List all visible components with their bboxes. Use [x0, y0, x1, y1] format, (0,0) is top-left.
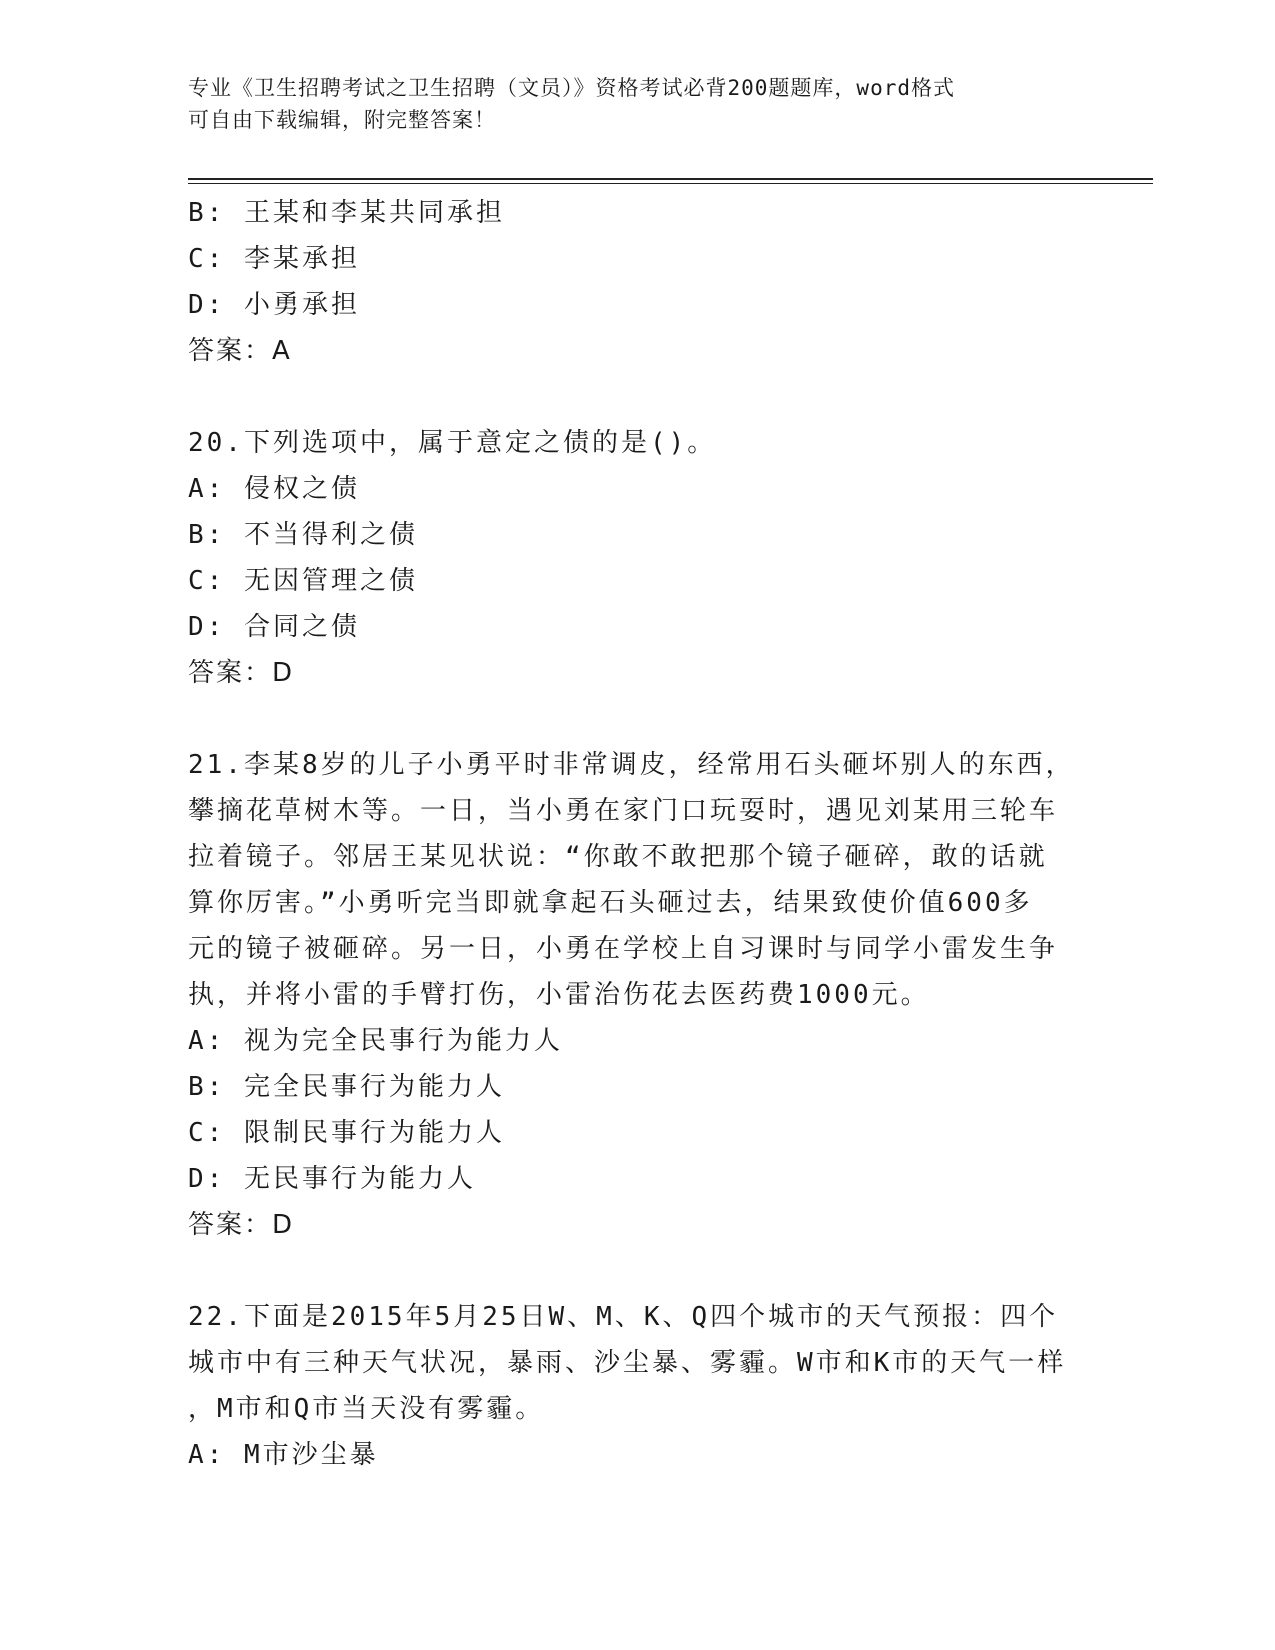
option-b: B: 王某和李某共同承担: [188, 198, 505, 228]
header-line-1: 专业《卫生招聘考试之卫生招聘（文员）》资格考试必背200题题库，word格式: [188, 76, 955, 100]
option-d: D: 无民事行为能力人: [188, 1164, 476, 1194]
option-d: D: 合同之债: [188, 612, 360, 642]
answer-label: 答案：D: [188, 1210, 295, 1240]
question-text-line: 拉着镜子。邻居王某见状说：“你敢不敢把那个镜子砸碎，敢的话就: [188, 842, 1048, 872]
question-19: [188, 190, 1088, 374]
question-21: [188, 742, 1088, 1248]
option-a: A: 视为完全民事行为能力人: [188, 1026, 563, 1056]
question-text-line: 21.李某8岁的儿子小勇平时非常调皮，经常用石头砸坏别人的东西，: [188, 750, 1075, 780]
header-divider: [188, 178, 1153, 184]
option-a: A: 侵权之债: [188, 474, 360, 504]
question-text-line: 元的镜子被砸碎。另一日，小勇在学校上自习课时与同学小雷发生争: [188, 934, 1059, 964]
option-b: B: 完全民事行为能力人: [188, 1072, 505, 1102]
question-text-line: 攀摘花草树木等。一日，当小勇在家门口玩耍时，遇见刘某用三轮车: [188, 796, 1059, 826]
question-22: [188, 1294, 1088, 1478]
option-d: D: 小勇承担: [188, 290, 360, 320]
question-text: 20.下列选项中，属于意定之债的是()。: [188, 428, 717, 458]
option-c: C: 李某承担: [188, 244, 360, 274]
question-text-line: 城市中有三种天气状况，暴雨、沙尘暴、雾霾。W市和K市的天气一样: [188, 1348, 1067, 1378]
answer-label: 答案：A: [188, 336, 292, 366]
document-header: [188, 72, 1068, 136]
question-text-line: 执，并将小雷的手臂打伤，小雷治伤花去医药费1000元。: [188, 980, 930, 1010]
question-text-line: 22.下面是2015年5月25日W、M、K、Q四个城市的天气预报：四个: [188, 1302, 1059, 1332]
option-c: C: 无因管理之债: [188, 566, 418, 596]
option-b: B: 不当得利之债: [188, 520, 418, 550]
header-line-2: 可自由下载编辑，附完整答案！: [188, 108, 496, 132]
option-a: A: M市沙尘暴: [188, 1440, 379, 1470]
option-c: C: 限制民事行为能力人: [188, 1118, 505, 1148]
answer-label: 答案：D: [188, 658, 295, 688]
question-20: [188, 420, 1088, 696]
question-text-line: 算你厉害。”小勇听完当即就拿起石头砸过去，结果致使价值600多: [188, 888, 1033, 918]
question-text-line: ，M市和Q市当天没有雾霾。: [188, 1394, 545, 1424]
question-list: [188, 190, 1088, 1478]
